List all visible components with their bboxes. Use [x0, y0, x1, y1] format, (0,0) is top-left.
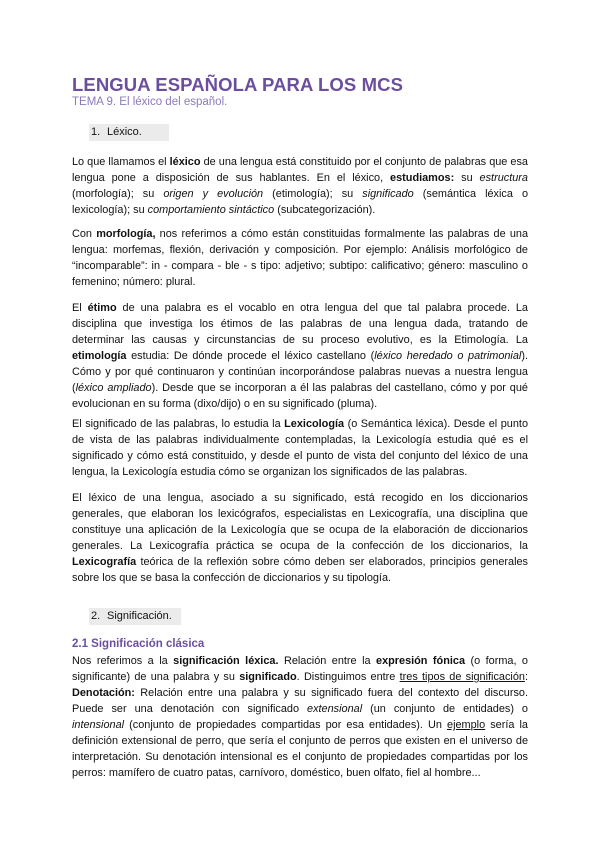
italic-term: intensional	[72, 719, 125, 731]
text-run: El significado de las palabras, lo estudia la	[72, 418, 285, 430]
text-run: teórica de la reflexión sobre cómo deben ser elaborados, principios generales sobre los que se basa la confección de diccionarios y su tipología.	[72, 556, 528, 584]
text-run: ). Desde que se incorporan a él las palabras del castellano, cómo y por qué evolucionan en su forma (dixo/dijo) o en su significado (pluma).	[72, 382, 528, 410]
text-run: estudia: De dónde procede el léxico castellano (	[126, 350, 375, 362]
paragraph-lexicologia	[72, 416, 528, 480]
paragraph-lexico	[72, 154, 528, 218]
text-run: de una lengua está constituido por el conjunto de palabras que esa lengua pone a disposición de sus hablantes. En el léxico,	[72, 156, 528, 184]
text-run: (morfología); su	[72, 188, 164, 200]
text-run: de una palabra es el vocablo en otra lengua del que tal palabra procede. La disciplina que investiga los étimos de las palabras de una lengua dada, tratando de determinar las causas y circunstancias de su proceso evolutivo, es la Etimología. La	[72, 302, 528, 346]
paragraph-significacion-lexica	[72, 653, 528, 781]
bold-term: significación léxica.	[173, 655, 279, 667]
text-run: Nos referimos a la	[72, 655, 174, 667]
text-run: Relación entre una palabra y su significado fuera del contexto del discurso. Puede ser una denotación con significado	[72, 687, 528, 715]
text-run: (semántica léxica o lexicología); su	[72, 188, 528, 216]
bold-term: significado	[239, 671, 297, 683]
section-heading-lexico	[89, 124, 169, 141]
text-run: su	[454, 172, 480, 184]
text-run: (o forma, o significante) de una palabra y su	[72, 655, 528, 683]
bold-term: morfología,	[96, 228, 156, 240]
text-run: . Distinguimos entre	[296, 671, 400, 683]
document-title: LENGUA ESPAÑOLA PARA LOS MCS	[72, 74, 404, 95]
section-heading-significacion	[89, 608, 181, 625]
bold-term: expresión fónica	[376, 655, 465, 667]
italic-term: léxico ampliado	[75, 382, 152, 394]
text-run: Con	[72, 228, 97, 240]
paragraph-morfologia	[72, 226, 528, 290]
bold-term: Lexicografía	[72, 556, 137, 568]
bold-term: estudiamos:	[390, 172, 455, 184]
bold-term: Lexicología	[284, 418, 345, 430]
paragraph-etimo	[72, 300, 528, 412]
italic-term: comportamiento sintáctico	[147, 204, 275, 216]
text-run: (subcategorización).	[274, 204, 376, 216]
document-subtitle: TEMA 9. El léxico del español.	[72, 96, 228, 108]
section-label: Significación.	[107, 610, 172, 622]
text-run: El léxico de una lengua, asociado a su significado, está recogido en los diccionarios generales, que elaboran los lexicógrafos, especialistas en Lexicografía, una disciplina que constituye una aplicación de la Lexicología que se ocupa de la elaboración de diccionarios generales. La Lexicografía práctica se ocupa de la confección de los diccionarios, la	[72, 492, 528, 552]
section-number: 2.	[91, 610, 101, 622]
italic-term: origen y evolución	[163, 188, 264, 200]
bold-term: étimo	[87, 302, 117, 314]
section-label: Léxico.	[107, 126, 142, 138]
underlined-term: tres tipos de significación	[399, 671, 525, 683]
text-run: ). Cómo y por qué continuaron y continúan incorporándose palabras nuevas a nuestra lengua (	[72, 350, 528, 394]
text-run: (etimología); su	[263, 188, 363, 200]
italic-term: léxico heredado o patrimonial	[374, 350, 522, 362]
bold-term: léxico	[169, 156, 201, 168]
text-run: Relación entre la	[278, 655, 377, 667]
text-run: :	[524, 671, 528, 683]
text-run: (o Semántica léxica). Desde el punto de vista de las palabras individualmente contempladas, la Lexicología estudia qué es el significado y cómo está constituido, y desde el punto de vista del conjunto del léxico de una lengua, la Lexicología estudia cómo se organizan los significados de las palabras.	[72, 418, 528, 478]
text-run: (conjunto de propiedades compartidas por esa entidades). Un	[124, 719, 448, 731]
subsection-heading: 2.1 Significación clásica	[72, 638, 205, 650]
paragraph-lexicografia	[72, 490, 528, 586]
bold-term: Denotación:	[72, 687, 135, 699]
italic-term: extensional	[307, 703, 363, 715]
italic-term: estructura	[479, 172, 528, 184]
text-run: nos referimos a cómo están constituidas formalmente las palabras de una lengua: morfemas, flexión, derivación y composición. Por ejemplo: Análisis morfológico de “incomparable”: in - compara - ble - s tipo: adjetivo; subtipo: calificativo; género: masculino o femenino; número: plural.	[72, 228, 528, 288]
underlined-term: ejemplo	[447, 719, 486, 731]
text-run: Lo que llamamos el	[72, 156, 170, 168]
bold-term: etimología	[72, 350, 127, 362]
text-run: El	[72, 302, 88, 314]
italic-term: significado	[362, 188, 414, 200]
section-number: 1.	[91, 126, 101, 138]
text-run: (un conjunto de entidades) o	[362, 703, 528, 715]
text-run: sería la definición extensional de perro, que sería el conjunto de perros que existen en el universo de interpretación. Su denotación intensional es el conjunto de propiedades compartidas por los perros: mamífero de cuatro patas, carnívoro, doméstico, buen olfato, fiel al hombre...	[72, 719, 528, 779]
